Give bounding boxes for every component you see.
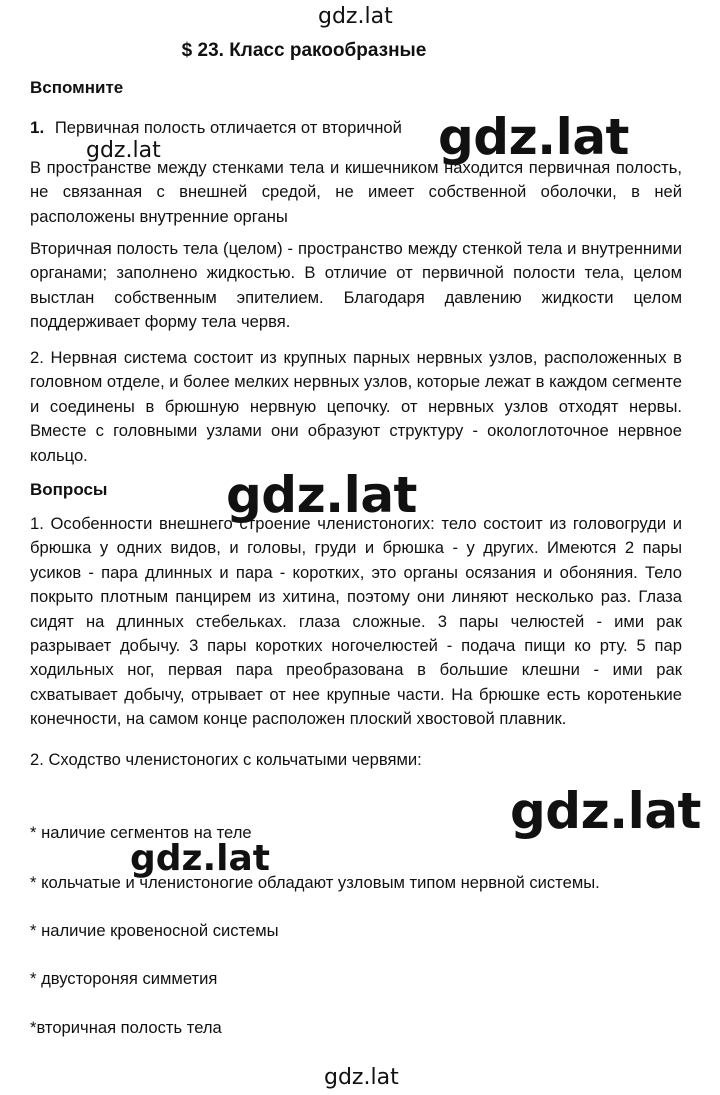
question-2-lead: 2. Сходство членистоногих с кольчатыми червями: [30, 750, 422, 769]
section-heading-remember: Вспомните [30, 78, 124, 97]
section-heading-questions: Вопросы [30, 480, 108, 499]
item1-paragraph-2: Вторичная полость тела (целом) - пространство между стенкой тела и внутренними органами; заполнено жидкостью. В отличие от первичной полости тела, целом выстлан собственным эпителием. Благодаря давлению жидкости целом поддерживает форму тела червя. [30, 239, 682, 332]
question-1-answer: 1. Особенности внешнего строение членистоногих: тело состоит из головогруди и брюшка у одних видов, и головы, груди и брюшка - у других. Имеются 2 пары усиков - пара длинных и пара - коротких, это органы осязания и обоняния. Тело покрыто плотным панцирем из хитина, поэтому они линяют несколько раз. Глаза сидят на длинных стебельках. глаза сложные. 3 пары челюстей - ими рак разрывает добычу. 3 пары коротких ногочелюстей - подача пищи ко рту. 5 пар ходильных ног, первая пара преобразована в большие клешни - ими рак схватывает добычу, отрывает от нее крупные части. На брюшке есть коротенькие конечности, на самом конце расположен плоский хвостовой плавник. [30, 514, 682, 729]
question-2-item: * наличие кровеносной системы [30, 921, 279, 940]
item1-lead [30, 118, 402, 138]
watermark-bottom: gdz.lat [324, 1065, 399, 1090]
item1-paragraph-1: В пространстве между стенками тела и кишечником находится первичная полость, не связанная с внешней средой, не имеет собственной оболочки, в ней расположены внутренние органы [30, 158, 682, 226]
item1-number: 1. [30, 118, 45, 137]
watermark-after-item1: gdz.lat [86, 138, 161, 163]
question-2-item: *вторичная полость тела [30, 1018, 222, 1037]
watermark-big-right-2: gdz.lat [510, 782, 701, 840]
watermark-big-right-1: gdz.lat [438, 108, 629, 166]
question-2-item: * кольчатые и членистоногие обладают узловым типом нервной системы. [30, 873, 600, 892]
watermark-top: gdz.lat [318, 4, 393, 29]
page-title: $ 23. Класс ракообразные [181, 40, 427, 61]
watermark-mid-left: gdz.lat [130, 838, 271, 879]
item2-paragraph: 2. Нервная система состоит из крупных парных нервных узлов, расположенных в головном отделе, и более мелких нервных узлов, которые лежат в каждом сегменте и соединены в брюшную нервную цепочку. от нервных узлов отходят нервы. Вместе с головными узлами они образуют структуру - окологлоточное нервное кольцо. [30, 348, 682, 465]
watermark-big-mid: gdz.lat [226, 466, 417, 524]
item1-lead-text: Первичная полость отличается от вторичной [54, 118, 402, 137]
question-2-item: * наличие сегментов на теле [30, 823, 252, 842]
question-2-item: * двустороняя симметия [30, 969, 218, 988]
